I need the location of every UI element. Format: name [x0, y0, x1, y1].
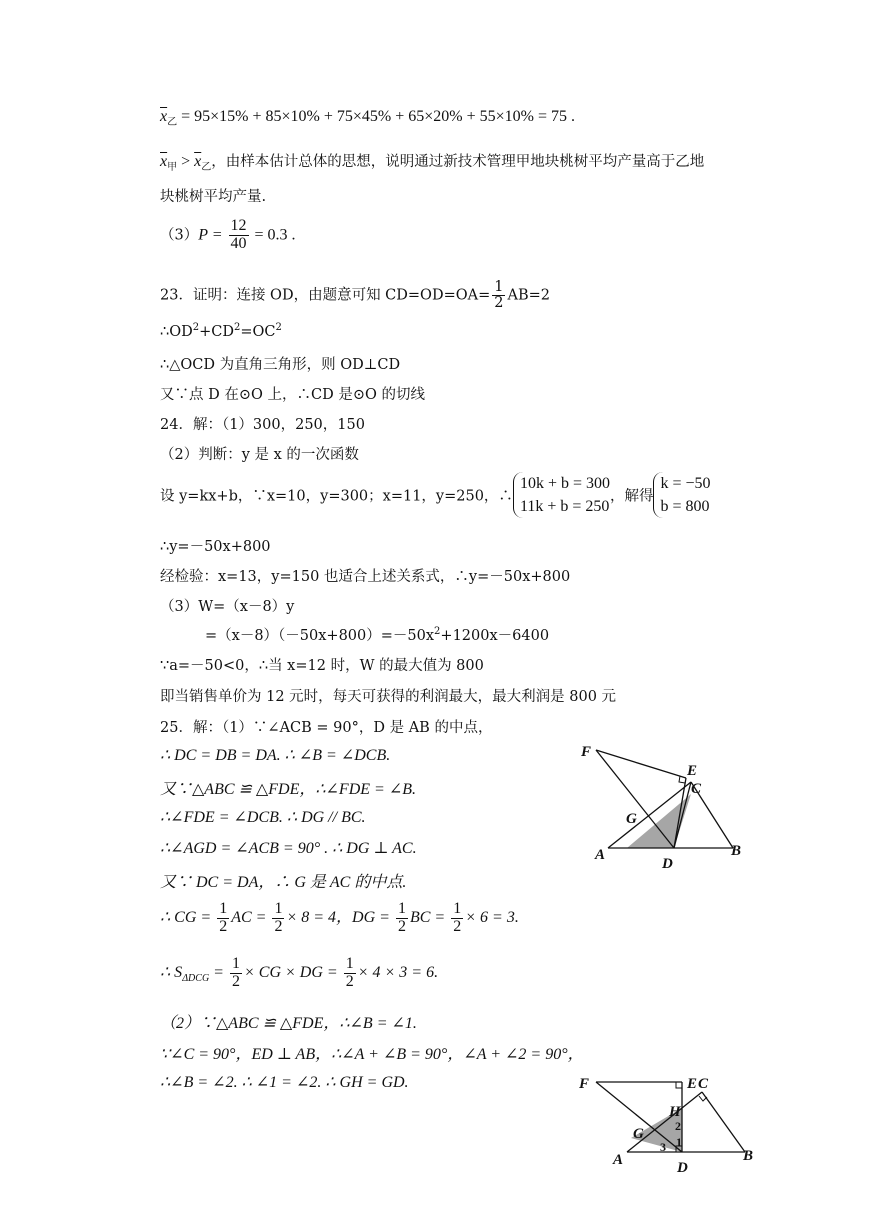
line-q25-part1: 25．解：（1）∵∠ACB = 90°，D 是 AB 的中点， [160, 720, 493, 736]
line-compare-cont: 块桃树平均产量. [160, 189, 267, 205]
label-a: A [613, 1152, 624, 1168]
line-q24-conclusion: 即当销售单价为 12 元时，每天可获得的利润最大，最大利润是 800 元 [160, 689, 617, 705]
fraction: $\frac{1}{2}$ [397, 900, 406, 935]
line-q25-angles: ∵∠C = 90°，ED ⊥ AB，∴∠A + ∠B = 90°，∠A + ∠2 = 90°， [160, 1046, 584, 1063]
label-h: H [669, 1104, 681, 1120]
line-q23-tangent: 又∵点 D 在⊙O 上，∴CD 是⊙O 的切线 [160, 387, 425, 403]
segment-fe [596, 750, 686, 778]
line-probability: （3）P = $\frac{12}{40}$ = 0.3 . [160, 217, 296, 252]
line-q25-lengths: ∴ CG = $\frac{1}{2}$ AC = $\frac{1}{2}$ × 8 = 4，DG = $\frac{1}{2}$ BC = $\frac{1}{2}$ × 6 = 3. [160, 900, 519, 935]
fraction: $\frac{1}{2}$ [494, 279, 504, 312]
line-q24-part2: （2）判断：y 是 x 的一次函数 [160, 447, 359, 463]
line-q23-proof: 23．证明：连接 OD，由题意可知 CD=OD=OA= $\frac{1}{2}$ AB=2 [160, 279, 550, 312]
line-q24-function: ∴y=－50x+800 [160, 539, 271, 555]
line-compare: $\overline{x}_甲 > \overline{x}_乙$，由样本估计总体的思想，说明通过新技术管理甲地块桃树平均产量高于乙地 [160, 153, 705, 173]
segment-fd [596, 750, 674, 848]
label-g: G [633, 1126, 644, 1142]
label-angle-2: 2 [675, 1119, 681, 1133]
fraction: $\frac{1}{2}$ [453, 900, 462, 935]
line-q24-expand: $=(x-8)(-50x+800)=-50x^2+1200x-6400$ [205, 626, 550, 644]
label-b: B [743, 1148, 754, 1164]
label-b: B [731, 843, 742, 859]
right-angle-mark-e [676, 1082, 682, 1088]
line-q24-max: ∵a=－50<0，∴当 x=12 时，W 的最大值为 800 [160, 658, 484, 674]
line-q23-right-triangle: ∴△OCD 为直角三角形，则 OD⊥CD [160, 357, 401, 373]
geometry-figure-2 [575, 1068, 775, 1178]
fraction: $\frac{1}{2}$ [231, 955, 240, 990]
line-q25-dc: ∴ DC = DB = DA. ∴ ∠B = ∠DCB. [160, 747, 391, 764]
line-q25-perp: ∴∠AGD = ∠ACB = 90° . ∴ DG ⊥ AC. [160, 840, 417, 857]
equation-system: 10k + b = 300 11k + b = 250 [513, 472, 610, 518]
line-q23-pythag: $\therefore OD^2+CD^2=OC^2$ [160, 322, 282, 340]
label-c: C [691, 781, 702, 797]
line-q24-part3: （3）W=（x－8）y [160, 599, 295, 615]
fraction: $\frac{1}{2}$ [274, 900, 283, 935]
fraction: $\frac{1}{2}$ [345, 955, 354, 990]
fraction: $\frac{12}{40}$ [230, 217, 247, 252]
line-q25-part2: （2）∵△ABC ≌ △FDE，∴∠B = ∠1. [160, 1015, 417, 1032]
line-xbar-yi: $\overline{x}_乙 = 95\times 15\% + 85\times 10\% + 75\times 45\% + 65\times 20\% + 55\times 10\% = 75$ . [160, 108, 576, 129]
line-q25-area: ∴ $S_{\Delta DCG}$ = $\frac{1}{2}$ × CG × DG = $\frac{1}{2}$ × 4 × 3 = 6. [160, 955, 439, 990]
label-g: G [626, 811, 637, 827]
label-d: D [662, 856, 673, 872]
line-q25-parallel: ∴∠FDE = ∠DCB. ∴ DG // BC. [160, 809, 366, 826]
label-e: E [687, 763, 698, 779]
label-d: D [677, 1160, 688, 1176]
label-e: E [687, 1076, 698, 1092]
label-angle-3: 3 [660, 1140, 666, 1154]
line-q24-part1: 24．解：（1）300，250，150 [160, 417, 365, 433]
segment-cb [702, 1092, 745, 1152]
line-q25-congruent: 又∵△ABC ≌ △FDE，∴∠FDE = ∠B. [160, 781, 417, 798]
label-a: A [595, 847, 606, 863]
line-q24-check: 经检验：x=13，y=150 也适合上述关系式，∴y=－50x+800 [160, 569, 571, 585]
solution-system: k = −50 b = 800 [653, 472, 710, 518]
fraction: $\frac{1}{2}$ [219, 900, 228, 935]
label-c: C [698, 1076, 709, 1092]
geometry-figure-1 [575, 735, 775, 875]
label-f: F [579, 1076, 590, 1092]
label-angle-1: 1 [676, 1135, 682, 1149]
line-q25-midpoint: 又∵ DC = DA，∴ G 是 AC 的中点. [160, 874, 407, 891]
label-f: F [581, 744, 592, 760]
line-q24-system: 设 y=kx+b，∵x=10，y=300；x=11，y=250，∴ 10k + b = 300 11k + b = 250 ，解得 k = −50 b = 800 [160, 472, 711, 518]
line-q25-equal: ∴∠B = ∠2. ∴ ∠1 = ∠2. ∴ GH = GD. [160, 1074, 409, 1091]
